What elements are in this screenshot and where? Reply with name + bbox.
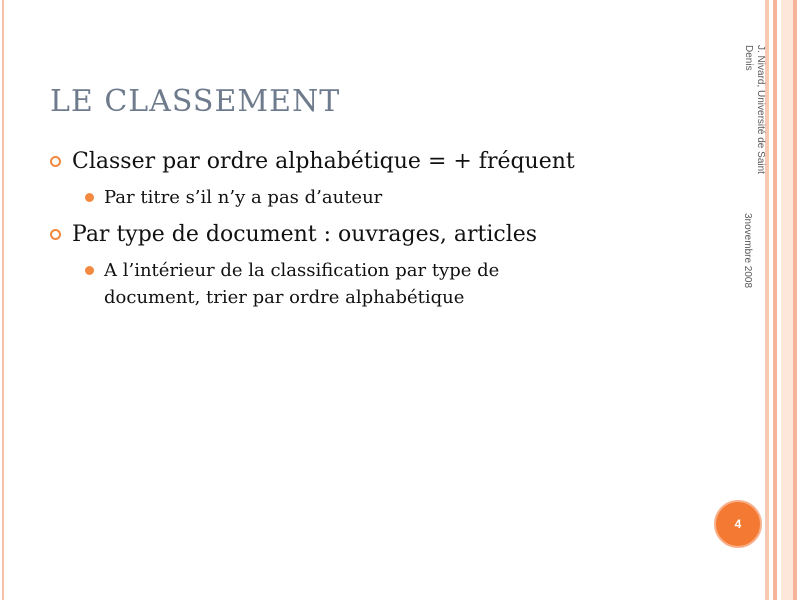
page-number-badge: 4 — [714, 500, 762, 548]
author-footer — [742, 45, 766, 195]
author-line: Denis — [743, 45, 754, 71]
sub-bullet-text: document, trier par ordre alphabétique — [104, 287, 465, 308]
hollow-circle-bullet-icon — [50, 156, 61, 167]
sub-bullet-text: A l’intérieur de la classification par type de — [104, 260, 500, 281]
left-border-line — [2, 0, 4, 600]
bullet-item — [72, 221, 537, 249]
sub-bullet-item — [104, 184, 382, 211]
filled-circle-bullet-icon — [85, 193, 94, 202]
bullet-item — [72, 148, 575, 176]
bullet-text: Classer par ordre alphabétique = + fréquent — [72, 149, 575, 174]
filled-circle-bullet-icon — [85, 266, 94, 275]
decorative-stripe — [793, 0, 797, 600]
decorative-stripe — [781, 0, 793, 600]
bullet-text: Par type de document : ouvrages, articles — [72, 222, 538, 247]
sub-bullet-text: Par titre s’il n’y a pas d’auteur — [104, 187, 383, 208]
hollow-circle-bullet-icon — [50, 229, 61, 240]
author-line: J. Nivard, Université de Saint — [755, 45, 766, 174]
decorative-stripe — [773, 0, 777, 600]
sub-bullet-item — [104, 257, 499, 311]
date-footer: 3novembre 2008 — [742, 213, 753, 289]
slide-title: LE CLASSEMENT — [50, 84, 341, 119]
